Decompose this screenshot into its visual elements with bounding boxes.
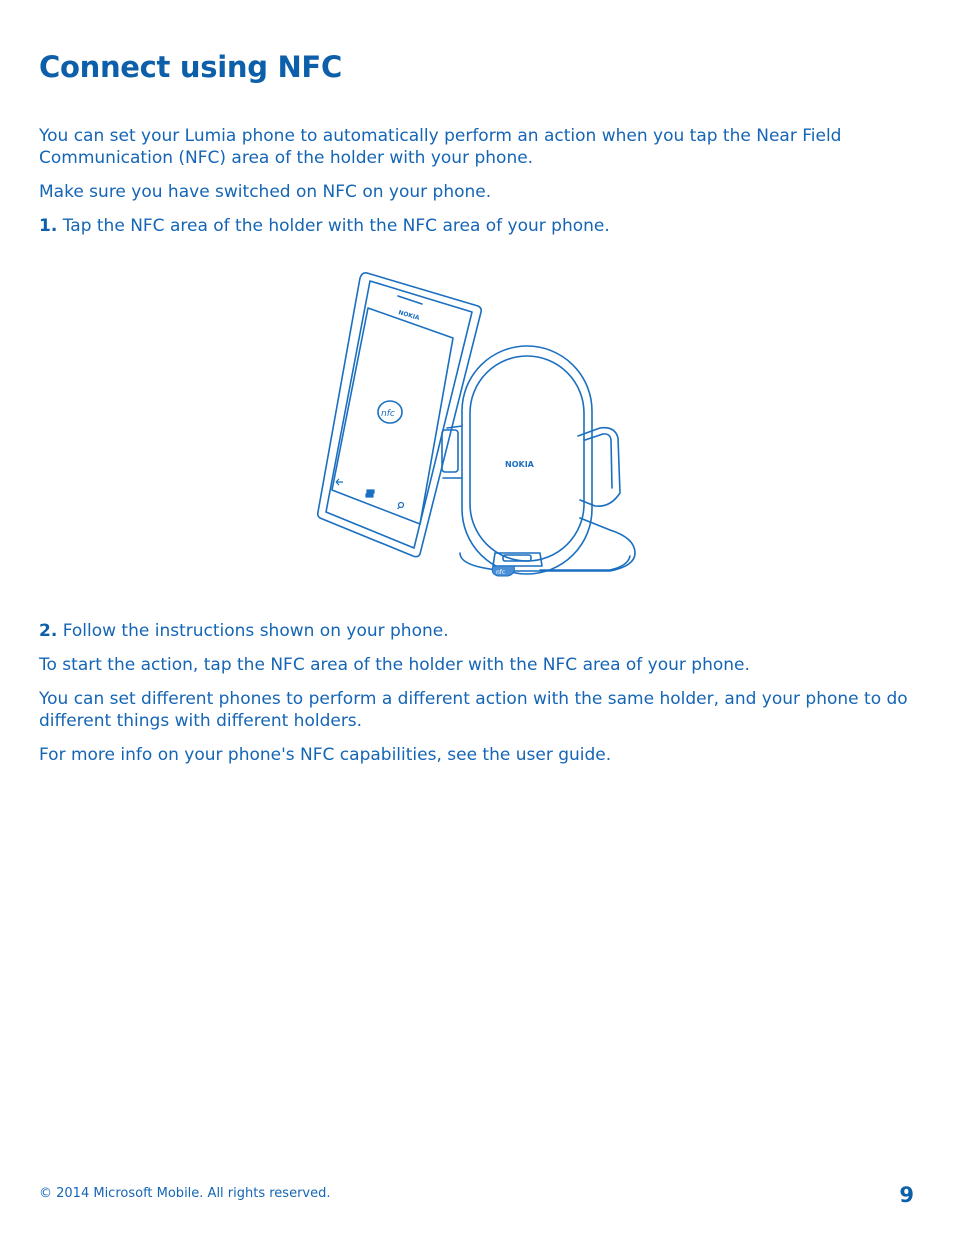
holder-arm-inner — [585, 434, 612, 488]
more-info-paragraph: For more info on your phone's NFC capabilities, see the user guide. — [39, 745, 612, 765]
step-1-text: Tap the NFC area of the holder with the NFC area of your phone. — [62, 216, 610, 236]
nfc-holder-illustration — [310, 268, 645, 584]
footer-copyright: © 2014 Microsoft Mobile. All rights reserved. — [39, 1186, 331, 1201]
to-start-paragraph: To start the action, tap the NFC area of the holder with the NFC area of your phone. — [39, 655, 750, 675]
illustration-svg — [310, 268, 645, 584]
phone-earpiece — [398, 296, 422, 304]
search-icon — [398, 503, 404, 510]
holder-cradle-inner — [470, 356, 584, 561]
holder-nfc-label: nfc — [496, 569, 506, 576]
back-arrow-icon — [336, 479, 343, 485]
step-1-number: 1. — [39, 216, 58, 236]
step-1 — [39, 215, 919, 237]
phone-brand-label: NOKIA — [397, 309, 421, 322]
holder-nfc-badge — [492, 566, 514, 576]
different-phones-paragraph: You can set different phones to perform a different action with the same holder, and your phone to do different things with different holders. — [39, 689, 908, 731]
make-sure-paragraph: Make sure you have switched on NFC on your phone. — [39, 182, 492, 202]
page-title: Connect using NFC — [39, 50, 342, 84]
phone-nfc-label: nfc — [381, 409, 395, 419]
intro-paragraph: You can set your Lumia phone to automatically perform an action when you tap the Near Field Communication (NFC) area of the holder with your phone. — [39, 126, 842, 168]
holder-brand-label: NOKIA — [505, 460, 534, 469]
windows-logo-icon — [366, 490, 374, 497]
step-2-text: Follow the instructions shown on your phone. — [62, 621, 449, 641]
step-2-number: 2. — [39, 621, 58, 641]
step-2 — [39, 620, 919, 642]
page-number: 9 — [899, 1183, 914, 1207]
nfc-icon — [378, 401, 402, 423]
